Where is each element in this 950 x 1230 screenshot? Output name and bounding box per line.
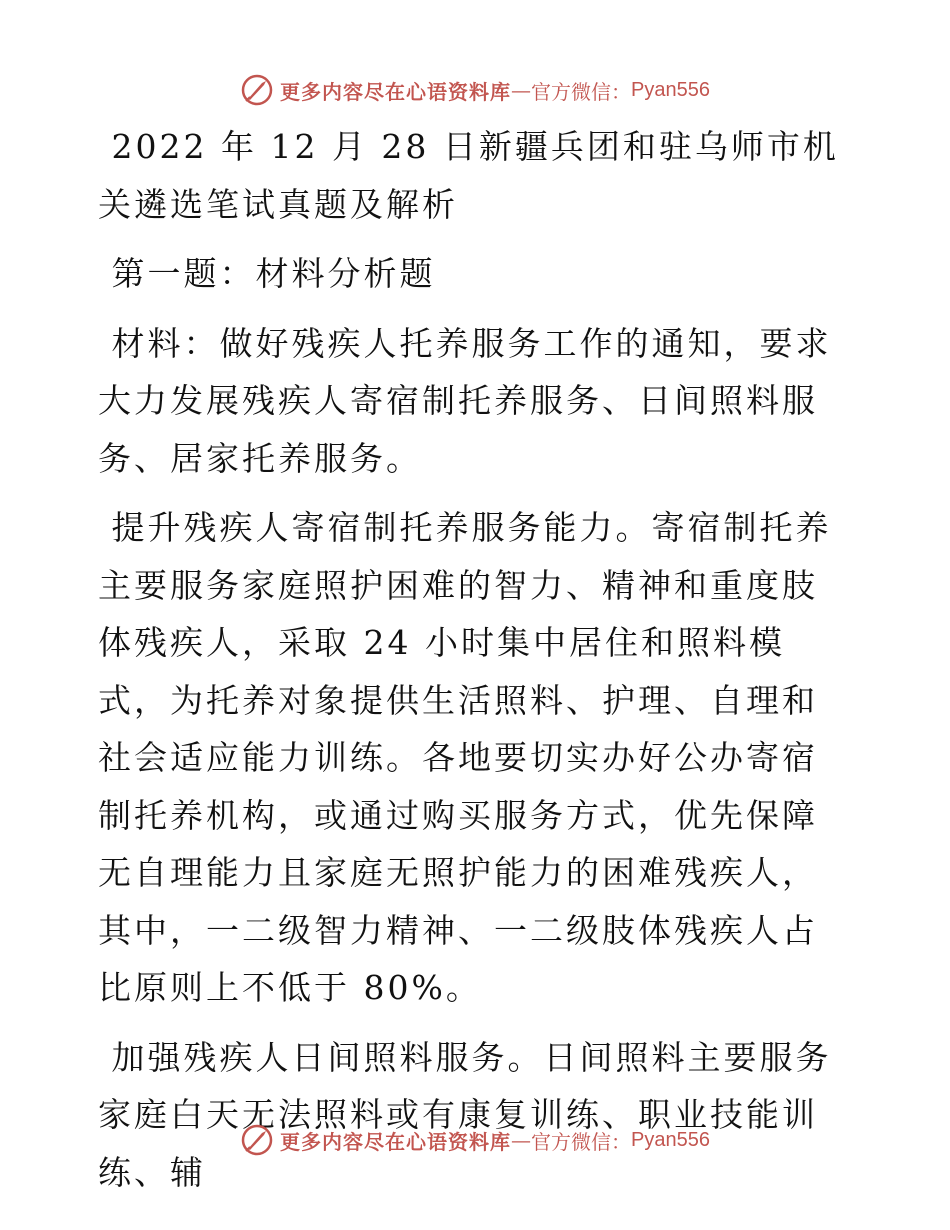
watermark-wechat-label: 官方微信：: [531, 79, 632, 104]
document-body: [98, 118, 850, 1213]
paragraph-material: 材料：做好残疾人托养服务工作的通知，要求大力发展残疾人寄宿制托养服务、日间照料服务、居家托养服务。: [98, 323, 832, 478]
paragraph-day-care: 加强残疾人日间照料服务。日间照料主要服务家庭白天无法照料或有康复训练、职业技能训练、辅: [98, 1037, 832, 1192]
header-watermark: [0, 70, 950, 110]
watermark-wechat-label: 官方微信：: [531, 1129, 632, 1154]
quill-pen-logo-icon: [240, 1123, 274, 1157]
document-title: 2022 年 12 月 28 日新疆兵团和驻乌师市机关遴选笔试真题及解析: [98, 127, 839, 224]
footer-watermark: [0, 1120, 950, 1160]
section-heading: 第一题：材料分析题: [98, 254, 436, 293]
watermark-wechat-id: Pyan556: [631, 1128, 710, 1151]
watermark-wechat-id: Pyan556: [631, 78, 710, 101]
watermark-separator: —: [511, 1128, 532, 1152]
paragraph-residential-care: 提升残疾人寄宿制托养服务能力。寄宿制托养主要服务家庭照护困难的智力、精神和重度肢体残疾人，采取 24 小时集中居住和照料模式，为托养对象提供生活照料、护理、自理和社会适应能力训练。各地要切实办好公办寄宿制托养机构，或通过购买服务方式，优先保障无自理能力且家庭无照护能力的困难残疾人，其中，一二级智力精神、一二级肢体残疾人占比原则上不低于 80%。: [98, 508, 832, 1007]
watermark-main-text: 更多内容尽在心语资料库: [280, 79, 512, 104]
quill-pen-logo-icon: [240, 73, 274, 107]
watermark-separator: —: [511, 78, 532, 102]
watermark-main-text: 更多内容尽在心语资料库: [280, 1129, 512, 1154]
